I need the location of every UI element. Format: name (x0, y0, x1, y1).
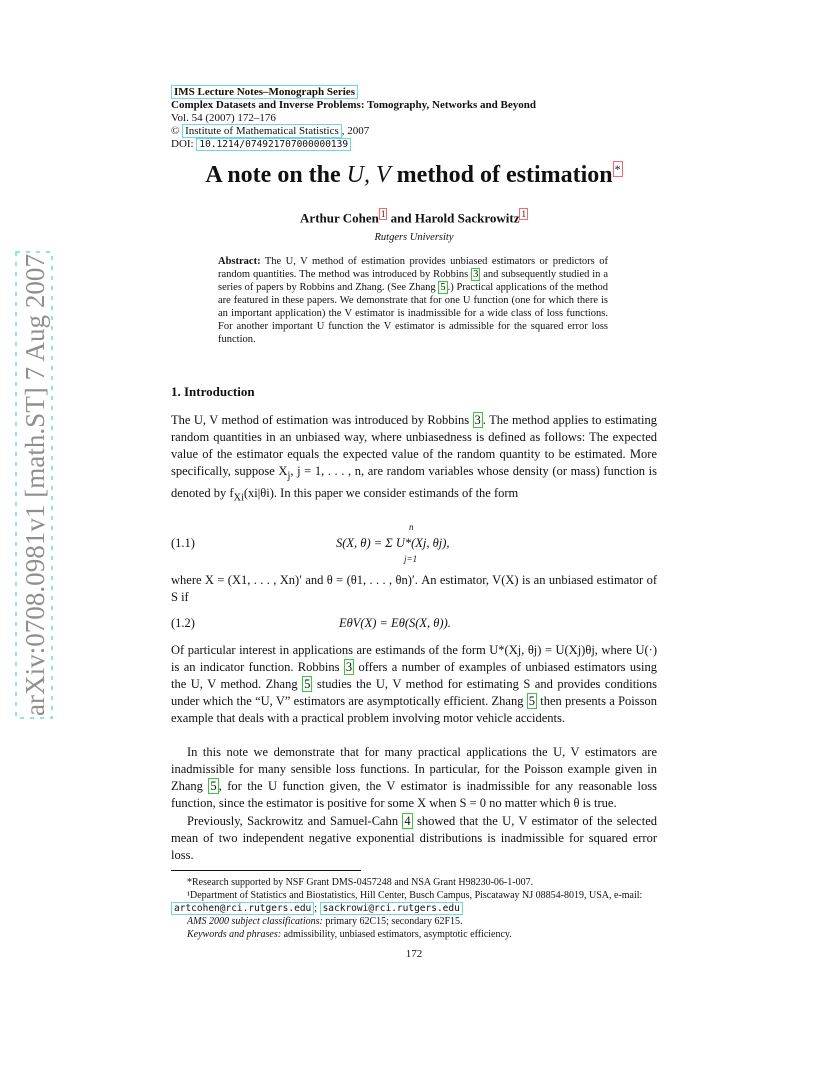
citation-link[interactable]: 3 (474, 413, 481, 427)
email-link-cohen[interactable]: artcohen@rci.rutgers.edu (171, 902, 314, 915)
section-heading: 1. Introduction (171, 384, 255, 399)
citation-link[interactable]: 5 (304, 677, 311, 691)
paragraph-3: Of particular interest in applications are estimands of the form U*(Xj, θj) = U(Xj)θj, where U(·) is an indicator function. Robbins 3 offers a number of examples of unbiased estimators using the U, V method. Zhang 5 studies the U, V method for estimating S and provides conditions under which the “U, V” estimators are asymptotically efficient. Zhang 5 then presents a Poisson example that deals with a practical problem involving motor vehicle accidents. (171, 643, 657, 725)
author1-footnote-link[interactable]: 1 (380, 209, 386, 219)
page-number: 172 (405, 948, 423, 960)
footnote-research: *Research supported by NSF Grant DMS-0457248 and NSA Grant H98230-06-1-007. (187, 877, 534, 888)
doi-link[interactable]: 10.1214/074921707000000139 (196, 138, 351, 151)
doi-line: DOI: 10.1214/074921707000000139 (171, 138, 671, 151)
abstract: Abstract: The U, V method of estimation provides unbiased estimators or predictors of random quantities. The method was introduced by Robbins 3 and subsequently studied in a series of papers by Robbins and Zhang. (See Zhang 5 .) Practical applications of the method are featured in these papers. We demonstrate that for one U function (one for which there is an important application) the V estimator is inadmissible for a wide class of loss functions. For another important U function the V estimator is admissible for the squared error loss function. (218, 256, 608, 345)
footnote-department: ¹Department of Statistics and Biostatistics, Hill Center, Busch Campus, Piscataway NJ 08854-8019, USA, e-mail: artcohen@rci.rutgers.edu ; sackrowi@rci.rutgers.edu (171, 889, 657, 915)
citation-link[interactable]: 5 (440, 282, 446, 293)
footnote-keywords: Keywords and phrases: admissibility, unbiased estimators, asymptotic efficiency. (187, 929, 512, 940)
footnote-rule (171, 870, 361, 871)
institute-link[interactable]: Institute of Mathematical Statistics (182, 124, 342, 138)
arxiv-stamp-text: arXiv:0708.0981v1 [math.ST] 7 Aug 2007 (20, 255, 50, 716)
copyright-line: © Institute of Mathematical Statistics , 2007 (171, 125, 370, 137)
paragraph-1: The U, V method of estimation was introduced by Robbins 3 . The method applies to estimating random quantities in an unbiased way, where unbiasedness is defined as follows: The expected value of the estimator equals the expected value of the random quantity to be estimated. More specifically, suppose $X_j$, j = 1, . . . , n, are random variables whose density (or mass) function is denoted by $f_{Xi}(xi|\theta i)$. In this paper we consider estimands of the form (171, 413, 657, 503)
paragraph-2: where X = (X1, . . . , Xn)′ and θ = (θ1, . . . , θn)′. An estimator, V(X) is an unbiased estimator of S if (171, 573, 657, 604)
email-link-sackrowitz[interactable]: sackrowi@rci.rutgers.edu (320, 902, 463, 915)
publication-header (171, 86, 671, 151)
footnotes (171, 876, 657, 941)
arxiv-side-stamp (14, 250, 54, 720)
book-title: Complex Datasets and Inverse Problems: Tomography, Networks and Beyond (171, 99, 536, 111)
equation-1-2: (1.2) EθV(X) = Eθ(S(X, θ)). (171, 616, 451, 630)
series-link[interactable]: IMS Lecture Notes–Monograph Series (171, 85, 358, 99)
paragraph-4: In this note we demonstrate that for many practical applications the U, V estimators are inadmissible for many sensible loss functions. In particular, for the Poisson example given in Zhang 5 , for the U function given, the V estimator is inadmissible for any reasonable loss function, since the estimator is positive for some X when S = 0 no matter which θ is true. (171, 745, 657, 810)
paper-title: A note on the U, V method of estimation * (205, 162, 621, 188)
equation-1-1: (1.1) n S(X, θ) = Σ U*(Xj, θj), j=1 (171, 522, 450, 564)
volume-info: Vol. 54 (2007) 172–176 (171, 112, 276, 124)
title-footnote-link[interactable]: * (614, 162, 621, 176)
authors: Arthur Cohen $^1$ and Harold Sackrowitz $^1$ (300, 209, 526, 226)
citation-link[interactable]: 5 (210, 779, 217, 793)
citation-link[interactable]: 3 (473, 269, 479, 280)
paragraph-5: Previously, Sackrowitz and Samuel-Cahn 4 showed that the U, V estimator of the selected mean of two independent negative exponential distributions is inadmissible for squared error loss. (171, 814, 657, 862)
footnote-ams: AMS 2000 subject classifications: primary 62C15; secondary 62F15. (187, 916, 463, 927)
citation-link[interactable]: 5 (528, 694, 535, 708)
author2-footnote-link[interactable]: 1 (521, 209, 526, 219)
affiliation: Rutgers University (374, 232, 454, 243)
citation-link[interactable]: 3 (345, 660, 353, 674)
citation-link[interactable]: 4 (404, 814, 411, 828)
